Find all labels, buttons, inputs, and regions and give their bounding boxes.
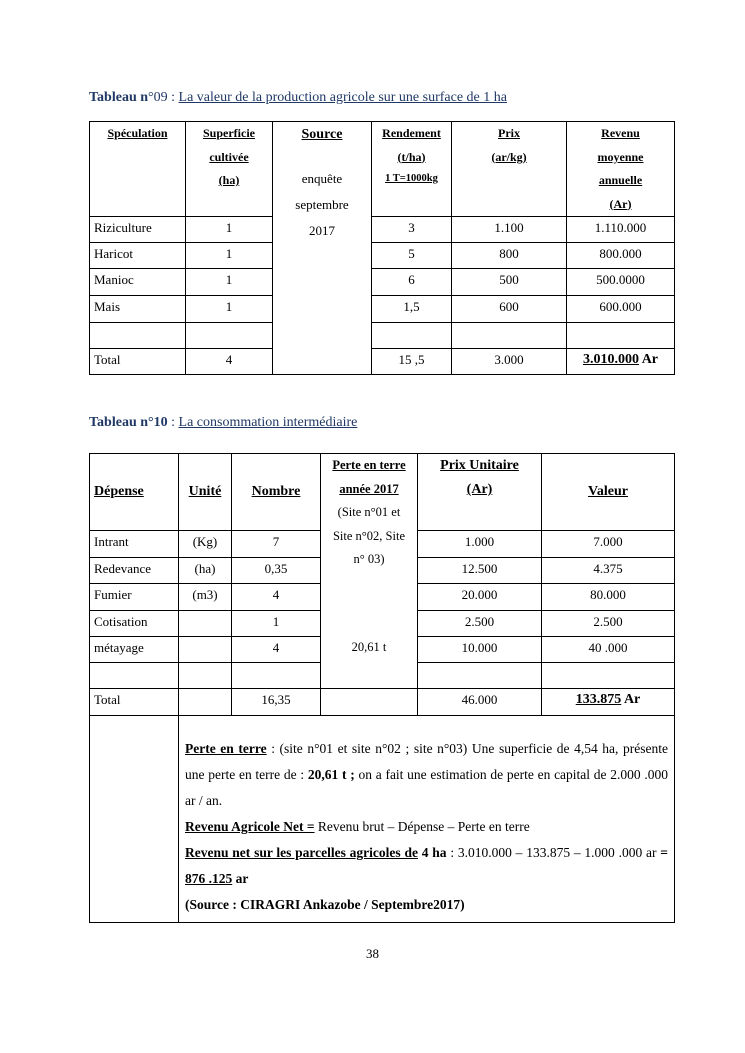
cell-total-revenu: 3.010.000 Ar [567, 349, 675, 375]
cell-nombre: 7 [232, 531, 321, 558]
cell-prix: 600 [452, 296, 567, 323]
cell-total-label: Total [90, 689, 179, 716]
production-value-table [89, 121, 675, 375]
cell-rendement: 5 [372, 243, 452, 269]
cell-speculation: Manioc [90, 269, 186, 296]
perte-note: Perte en terre : (site n°01 et site n°02 ; site n°03) Une superficie de 4,54 ha, présente une perte en terre de : 20,61 t ; on a fait une estimation de perte en capital de 2.000 .000 ar / an. [185, 741, 669, 808]
cell-valeur: 40 .000 [542, 637, 675, 663]
caption-label: Tableau n [89, 90, 149, 105]
source-text: enquête septembre 2017 [295, 171, 349, 238]
notes-row [90, 716, 675, 923]
cell-depense: Redevance [90, 558, 179, 584]
cell-prix: 1.000 [418, 531, 542, 558]
table-row-total [90, 689, 675, 716]
table-row [90, 296, 675, 323]
cell-depense: Fumier [90, 584, 179, 611]
cell-total-nombre: 16,35 [232, 689, 321, 716]
cell-prix: 10.000 [418, 637, 542, 663]
cell-prix: 20.000 [418, 584, 542, 611]
header-revenu: Revenu moyenne annuelle (Ar) [567, 122, 675, 217]
cell-unite [179, 611, 232, 637]
cell-valeur: 7.000 [542, 531, 675, 558]
page-number: 38 [366, 946, 379, 961]
cell-total-prix: 46.000 [418, 689, 542, 716]
cell-valeur: 80.000 [542, 584, 675, 611]
source-cell [273, 122, 372, 375]
table-row [90, 217, 675, 243]
cell-superficie: 1 [186, 243, 273, 269]
cell-nombre: 1 [232, 611, 321, 637]
cell-unite [179, 637, 232, 663]
header-prix: Prix (ar/kg) [452, 122, 567, 217]
header-perte: Perte en terre [332, 458, 406, 472]
cell-revenu: 600.000 [567, 296, 675, 323]
table-10-caption [89, 414, 357, 432]
cell-depense: métayage [90, 637, 179, 663]
perte-en-terre-cell: Perte en terre année 2017 (Site n°01 et Site n°02, Site n° 03) 20,61 t [321, 454, 418, 689]
table-09-caption [89, 89, 507, 107]
cell-speculation: Mais [90, 296, 186, 323]
source-note: (Source : CIRAGRI Ankazobe / Septembre2017) [185, 897, 465, 912]
cell-depense: Cotisation [90, 611, 179, 637]
cell-prix: 1.100 [452, 217, 567, 243]
revenu-agricole-net-formula: Revenu Agricole Net = Revenu brut – Dépense – Perte en terre [185, 819, 530, 834]
cell-superficie: 1 [186, 269, 273, 296]
cell-total-valeur: 133.875 Ar [542, 689, 675, 716]
cell-unite: (Kg) [179, 531, 232, 558]
header-superficie: Superficie cultivée (ha) [186, 122, 273, 217]
cell-valeur: 2.500 [542, 611, 675, 637]
cell-total-prix: 3.000 [452, 349, 567, 375]
caption-number: °09 [148, 90, 168, 105]
perte-value: 20,61 t [351, 639, 387, 654]
cell-unite: (m3) [179, 584, 232, 611]
notes-cell [179, 716, 675, 923]
cell-rendement: 1,5 [372, 296, 452, 323]
cell-total-label: Total [90, 349, 186, 375]
header-valeur: Valeur [542, 454, 675, 531]
table-row [90, 269, 675, 296]
cell-revenu: 800.000 [567, 243, 675, 269]
cell-revenu: 500.0000 [567, 269, 675, 296]
cell-nombre: 4 [232, 584, 321, 611]
cell-speculation: Haricot [90, 243, 186, 269]
cell-prix: 2.500 [418, 611, 542, 637]
caption-title-link[interactable]: La valeur de la production agricole sur une surface de 1 ha [178, 90, 507, 105]
cell-nombre: 4 [232, 637, 321, 663]
cell-total-rendement: 15 ,5 [372, 349, 452, 375]
table-row-empty [90, 323, 675, 349]
cell-speculation: Riziculture [90, 217, 186, 243]
intermediate-consumption-table [89, 453, 675, 923]
cell-superficie: 1 [186, 296, 273, 323]
table-row-total [90, 349, 675, 375]
caption-title-link[interactable]: La consommation intermédiaire [178, 415, 358, 430]
cell-superficie: 1 [186, 217, 273, 243]
cell-prix: 12.500 [418, 558, 542, 584]
cell-prix: 800 [452, 243, 567, 269]
caption-number: °10 [148, 415, 168, 430]
header-rendement: Rendement (t/ha) 1 T=1000kg [372, 122, 452, 217]
cell-rendement: 6 [372, 269, 452, 296]
caption-separator: : [167, 90, 179, 105]
revenu-net-calc: Revenu net sur les parcelles agricoles de 4 ha : 3.010.000 – 133.875 – 1.000 .000 ar = 876 .125 ar [185, 845, 668, 886]
cell-valeur: 4.375 [542, 558, 675, 584]
caption-label: Tableau n [89, 415, 149, 430]
cell-nombre: 0,35 [232, 558, 321, 584]
table-row [90, 243, 675, 269]
cell-unite: (ha) [179, 558, 232, 584]
header-unite: Unité [179, 454, 232, 531]
header-source: Source [301, 127, 343, 142]
header-depense: Dépense [90, 454, 179, 531]
cell-revenu: 1.110.000 [567, 217, 675, 243]
cell-prix: 500 [452, 269, 567, 296]
cell-total-superficie: 4 [186, 349, 273, 375]
cell-rendement: 3 [372, 217, 452, 243]
caption-separator: : [167, 415, 179, 430]
header-speculation: Spéculation [90, 122, 186, 217]
header-prix-unitaire: Prix Unitaire (Ar) [418, 454, 542, 531]
header-nombre: Nombre [232, 454, 321, 531]
cell-depense: Intrant [90, 531, 179, 558]
